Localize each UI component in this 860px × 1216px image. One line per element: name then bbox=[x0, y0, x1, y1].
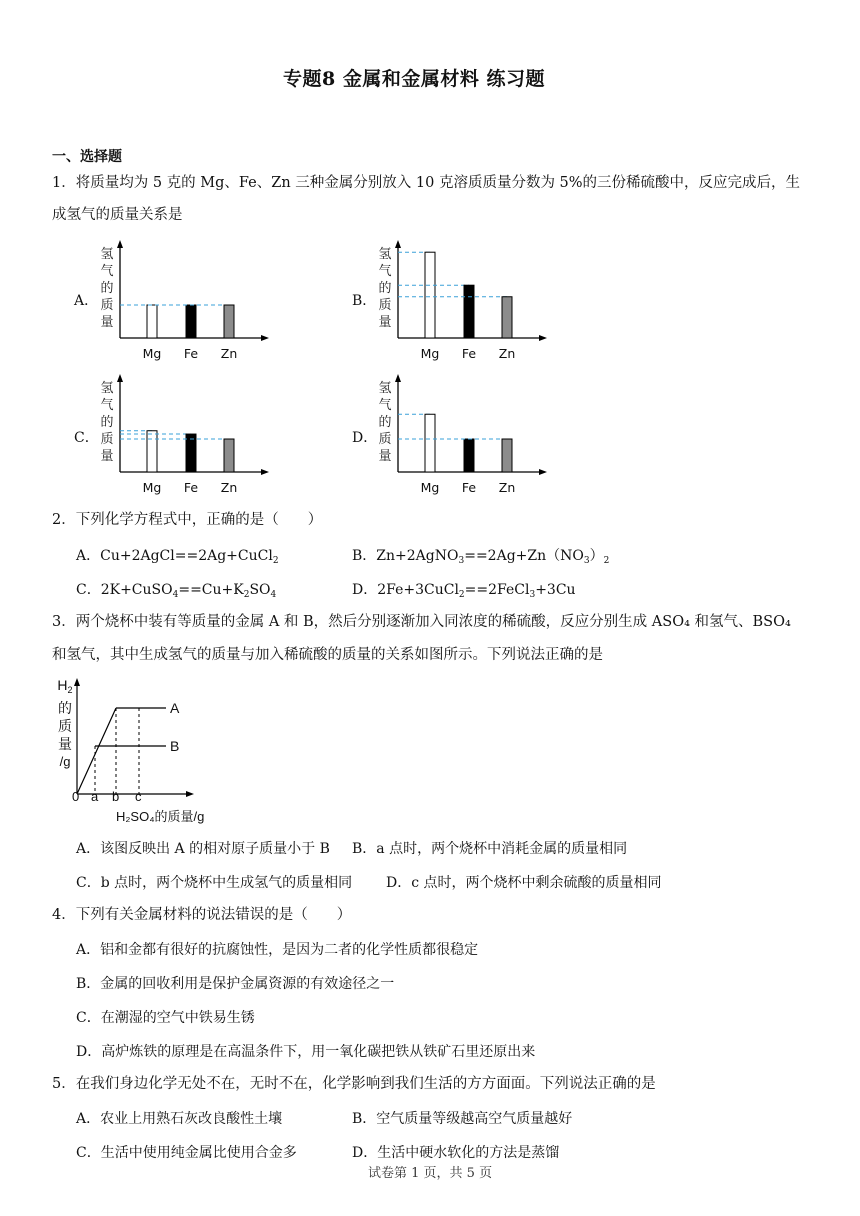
q3-series-a-label: A bbox=[170, 700, 180, 716]
chart-tick-label: Mg bbox=[142, 480, 162, 495]
q4-option-a: A．铝和金都有很好的抗腐蚀性，是因为二者的化学性质都很稳定 bbox=[76, 942, 479, 958]
q3-tick-a: a bbox=[91, 789, 99, 804]
chart-ylabel-char: 质 bbox=[378, 432, 392, 447]
q3-stem-line2: 和氢气，其中生成氢气的质量与加入稀硫酸的质量的关系如图所示。下列说法正确的是 bbox=[52, 647, 603, 663]
page-title: 专题8 金属和金属材料 练习题 bbox=[283, 68, 545, 90]
chart-bar-mg bbox=[425, 252, 435, 338]
chart-ylabel-char: 量 bbox=[378, 315, 392, 330]
q5-stem: 5．在我们身边化学无处不在，无时不在，化学影响到我们生活的方方面面。下列说法正确的是 bbox=[52, 1076, 656, 1092]
chart-tick-label: Zn bbox=[220, 480, 238, 495]
chart-ylabel-char: 的 bbox=[378, 281, 392, 296]
chart-bar-fe bbox=[464, 285, 474, 338]
chart-bar-fe bbox=[186, 434, 196, 472]
q2-option-b: B．$Zn+2AgNO_3==2Ag+Zn(NO_3)_2$ bbox=[352, 548, 610, 566]
q4-option-b: B．金属的回收利用是保护金属资源的有效途径之一 bbox=[76, 976, 395, 992]
q4-option-c: C．在潮湿的空气中铁易生锈 bbox=[76, 1010, 255, 1026]
q1-option-b-label: B． bbox=[352, 293, 377, 309]
chart-ylabel-char: 气 bbox=[378, 398, 392, 413]
chart-ylabel-char: 气 bbox=[378, 264, 392, 279]
q1-option-d-label: D． bbox=[352, 430, 378, 446]
chart-tick-label: Fe bbox=[183, 480, 199, 495]
chart-tick-label: Mg bbox=[420, 480, 440, 495]
q1-option-c-label: C． bbox=[74, 430, 99, 446]
chart-tick-label: Fe bbox=[183, 346, 199, 361]
chart-ylabel-char: 质 bbox=[378, 298, 392, 313]
q3-option-a: A．该图反映出 A 的相对原子质量小于 B bbox=[76, 841, 330, 857]
chart-bar-fe bbox=[186, 305, 196, 338]
q5-option-d: D．生活中硬水软化的方法是蒸馏 bbox=[352, 1145, 560, 1161]
chart-ylabel-char: 的 bbox=[100, 281, 114, 296]
page-footer: 试卷第 1 页，共 5 页 bbox=[368, 1166, 493, 1181]
chart-bar-zn bbox=[224, 305, 234, 338]
q1-chart-a bbox=[95, 238, 275, 368]
q3-y-label: $H_2$ 的 质 量 /g bbox=[57, 677, 73, 769]
chart-tick-label: Fe bbox=[461, 346, 477, 361]
chart-ylabel-char: 的 bbox=[100, 415, 114, 430]
chart-ylabel-char: 气 bbox=[100, 264, 114, 279]
q4-stem: 4．下列有关金属材料的说法错误的是（ ） bbox=[52, 907, 352, 923]
chart-ylabel-char: 氢 bbox=[378, 247, 392, 262]
chart-bar-mg bbox=[425, 414, 435, 472]
q3-origin: 0 bbox=[72, 789, 80, 804]
q3-series-b-label: B bbox=[170, 738, 180, 754]
chart-ylabel-char: 质 bbox=[100, 432, 114, 447]
chart-tick-label: Zn bbox=[220, 346, 238, 361]
chart-bar-zn bbox=[502, 439, 512, 472]
chart-bar-mg bbox=[147, 305, 157, 338]
chart-ylabel-char: 氢 bbox=[378, 381, 392, 396]
chart-bar-fe bbox=[464, 439, 474, 472]
q1-chart-b bbox=[373, 238, 553, 368]
chart-bar-zn bbox=[502, 297, 512, 338]
q3-graph bbox=[50, 676, 250, 826]
chart-tick-label: Mg bbox=[142, 346, 162, 361]
q5-option-a: A．农业上用熟石灰改良酸性土壤 bbox=[76, 1111, 283, 1127]
q3-option-c: C．b 点时，两个烧杯中生成氢气的质量相同 bbox=[76, 875, 353, 891]
chart-ylabel-char: 氢 bbox=[100, 381, 114, 396]
q4-option-d: D．高炉炼铁的原理是在高温条件下，用一氧化碳把铁从铁矿石里还原出来 bbox=[76, 1044, 536, 1060]
chart-ylabel-char: 氢 bbox=[100, 247, 114, 262]
q2-stem: 2．下列化学方程式中，正确的是（ ） bbox=[52, 512, 323, 528]
q3-tick-c: c bbox=[135, 789, 142, 804]
q2-option-d: D．2Fe+3CuCl$_2$==2FeCl$_3$+3Cu bbox=[352, 582, 576, 600]
q1-option-a-label: A． bbox=[74, 293, 99, 309]
chart-ylabel-char: 气 bbox=[100, 398, 114, 413]
chart-bar-mg bbox=[147, 431, 157, 472]
q2-option-c: C．$2K+CuSO_4==Cu+K_2SO_4$ bbox=[76, 582, 277, 600]
q1-stem-line1: 1．将质量均为 5 克的 Mg、Fe、Zn 三种金属分别放入 10 克溶质质量分数为 5%的三份稀硫酸中，反应完成后，生 bbox=[52, 175, 801, 191]
q3-option-d: D．c 点时，两个烧杯中剩余硫酸的质量相同 bbox=[386, 875, 662, 891]
q5-option-b: B．空气质量等级越高空气质量越好 bbox=[352, 1111, 573, 1127]
q3-line-a bbox=[77, 708, 116, 794]
q5-option-c: C．生活中使用纯金属比使用合金多 bbox=[76, 1145, 297, 1161]
q2-option-a: A．Cu+2AgCl==2Ag+CuCl$_2$ bbox=[76, 548, 279, 566]
chart-tick-label: Zn bbox=[498, 480, 516, 495]
q1-chart-d bbox=[373, 372, 553, 502]
q3-option-b: B．a 点时，两个烧杯中消耗金属的质量相同 bbox=[352, 841, 628, 857]
chart-ylabel-char: 量 bbox=[100, 315, 114, 330]
chart-ylabel-char: 量 bbox=[378, 449, 392, 464]
q3-x-label: H₂SO₄的质量/g bbox=[116, 809, 205, 824]
q3-graph-svg bbox=[50, 676, 250, 826]
q3-stem-line1: 3．两个烧杯中装有等质量的金属 A 和 B，然后分别逐渐加入同浓度的稀硫酸，反应分别生成 ASO₄ 和氢气、BSO₄ bbox=[52, 614, 791, 630]
chart-ylabel-char: 质 bbox=[100, 298, 114, 313]
chart-tick-label: Zn bbox=[498, 346, 516, 361]
q1-chart-c bbox=[95, 372, 275, 502]
chart-tick-label: Fe bbox=[461, 480, 477, 495]
chart-ylabel-char: 量 bbox=[100, 449, 114, 464]
chart-tick-label: Mg bbox=[420, 346, 440, 361]
chart-bar-zn bbox=[224, 439, 234, 472]
q1-stem-line2: 成氢气的质量关系是 bbox=[52, 207, 183, 223]
section-heading: 一、选择题 bbox=[52, 149, 122, 165]
q3-tick-b: b bbox=[112, 789, 120, 804]
chart-ylabel-char: 的 bbox=[378, 415, 392, 430]
